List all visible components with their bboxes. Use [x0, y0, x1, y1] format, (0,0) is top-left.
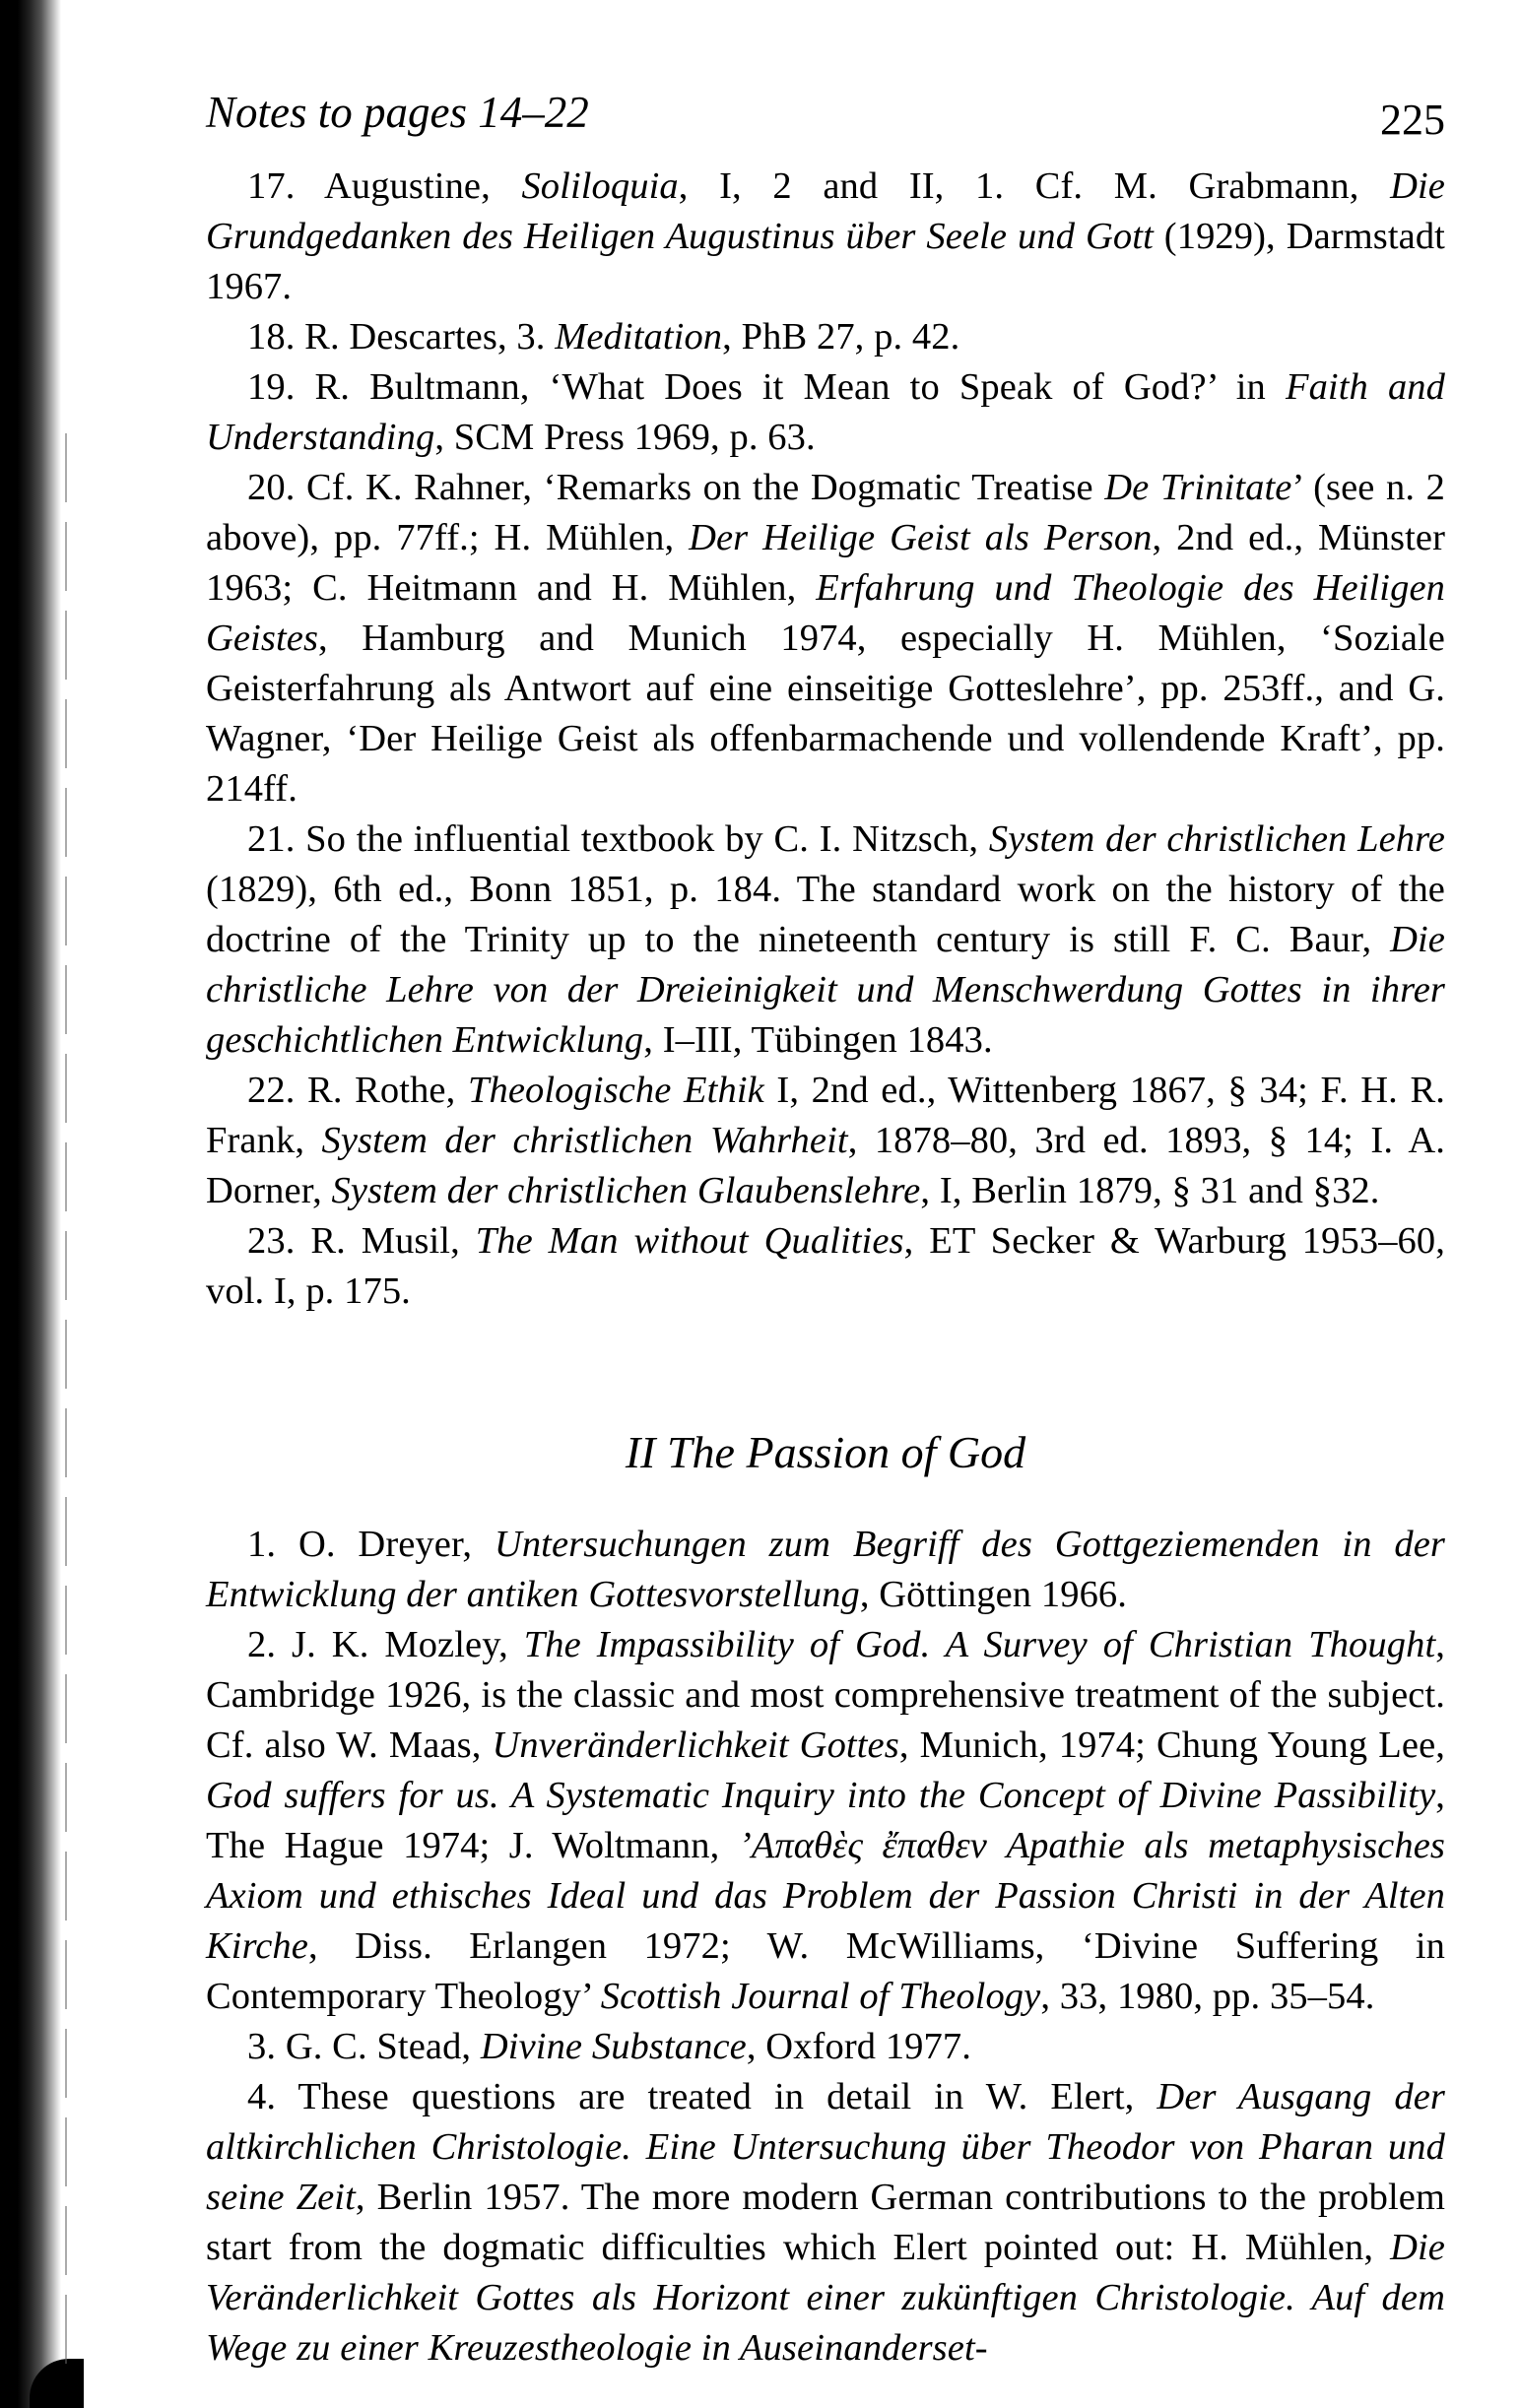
footnote-title-text: Soliloquia: [521, 165, 679, 207]
footnote-text: R. Rothe,: [307, 1070, 468, 1111]
footnote: [206, 162, 1445, 312]
footnote-text: (1929), Darmstadt 1967.: [206, 216, 1445, 307]
footnote-title-text: Unveränderlichkeit Gottes: [492, 1725, 899, 1766]
footnote: [206, 814, 1445, 1066]
footnote-title-text: Faith and Understanding: [206, 366, 1445, 458]
footnote-title-text: The Man without Qualities: [475, 1220, 904, 1262]
footnote-text: , 33, 1980, pp. 35–54.: [1040, 1976, 1375, 2017]
book-page: [206, 87, 1445, 2374]
footnote-text: R. Bultmann, ‘What Does it Mean to Speak of God?’ in: [314, 366, 1286, 408]
footnote-text: , I, 2 and II, 1. Cf. M. Grabmann,: [678, 165, 1391, 207]
footnote: [206, 312, 1445, 362]
footnote-title-text: Untersuchungen zum Begriff des Gottgeziemenden in der Entwicklung der antiken Gottesvorstellung: [206, 1524, 1446, 1615]
footnote: [206, 1620, 1445, 2022]
book-spine-shadow: [0, 0, 61, 2408]
footnote-text: , SCM Press 1969, p. 63.: [434, 417, 816, 458]
footnote-text: R. Descartes, 3.: [304, 316, 556, 358]
footnote-text: Augustine,: [323, 165, 522, 207]
footnote: [206, 1520, 1445, 1620]
footnote-text: So the influential textbook by C. I. Nitzsch,: [305, 818, 989, 860]
footnote-title-text: System der christlichen Lehre: [988, 818, 1445, 860]
footnote-text: , Munich, 1974; Chung Young Lee,: [898, 1725, 1445, 1766]
footnote-title-text: Theologische Ethik: [467, 1070, 764, 1111]
page-number: 225: [1380, 96, 1445, 144]
footnote-title-text: The Impassibility of God. A Survey of Christian Thought: [523, 1624, 1436, 1665]
footnote-title-text: Der Ausgang der altkirchlichen Christologie. Eine Untersuchung über Theodor von Pharan und seine Zeit: [206, 2076, 1445, 2218]
footnote-text: Cf. K. Rahner, ‘Remarks on the Dogmatic Treatise: [306, 467, 1105, 508]
footnote-title-text: ’Απαθὲς ἔπαθεν Apathie als metaphysisches Axiom und ethisches Ideal und das Problem der Passion Christi in der Alten Kirche: [206, 1825, 1445, 1967]
footnote-text: , Hamburg and Munich 1974, especially H. Mühlen, ‘Soziale Geisterfahrung als Antwort auf eine einseitige Gotteslehre’, pp. 253ff., and G. Wagner, ‘Der Heilige Geist als offenbarmachende und vollendende Kraft’, pp. 214ff.: [206, 618, 1445, 810]
footnote: [206, 1066, 1445, 1216]
footnote-title-text: De Trinitate: [1104, 467, 1292, 508]
footnote-text: These questions are treated in detail in W. Elert,: [297, 2076, 1157, 2117]
running-head: Notes to pages 14–22: [206, 88, 589, 137]
footnote-text: , I, Berlin 1879, § 31 and §32.: [920, 1170, 1380, 1211]
footnote: [206, 2072, 1445, 2374]
footnote-title-text: Erfahrung und Theologie des Heiligen Geistes: [206, 567, 1445, 659]
footnote-number: 2.: [247, 1624, 277, 1665]
footnote-title-text: God suffers for us. A Systematic Inquiry into the Concept of Divine Passibility: [206, 1775, 1436, 1816]
footnote-text: , 1878–80, 3rd ed. 1893, § 14; I. A. Dorner,: [206, 1120, 1445, 1211]
footnote-text: , I–III, Tübingen 1843.: [643, 1019, 993, 1061]
footnote-text: , Cambridge 1926, is the classic and most comprehensive treatment of the subject. Cf. also W. Maas,: [206, 1624, 1445, 1766]
footnote-title-text: System der christlichen Wahrheit: [321, 1120, 848, 1161]
footnote-text: I, 2nd ed., Wittenberg 1867, § 34; F. H. R. Frank,: [206, 1070, 1445, 1161]
footnote: [206, 1216, 1445, 1317]
footnote: [206, 362, 1445, 463]
margin-scan-line: [65, 433, 67, 2364]
footnote-title-text: Die christliche Lehre von der Dreieinigkeit und Menschwerdung Gottes in ihrer geschichtlichen Entwicklung: [206, 919, 1445, 1061]
footnote-number: 19.: [247, 366, 296, 408]
footnote-text: , Diss. Erlangen 1972; W. McWilliams, ‘Divine Suffering in Contemporary Theology’: [206, 1925, 1445, 2017]
notes-list-chapter-2: [206, 1520, 1445, 2374]
footnote-title-text: Der Heilige Geist als Person: [689, 517, 1153, 558]
footnote-text: G. C. Stead,: [285, 2026, 481, 2067]
footnote-text: J. K. Mozley,: [292, 1624, 524, 1665]
notes-list-chapter-1: [206, 162, 1445, 1317]
footnote-text: , Göttingen 1966.: [859, 1574, 1128, 1615]
footnote-text: , 2nd ed., Münster 1963; C. Heitmann and H. Mühlen,: [206, 517, 1446, 609]
footnote-title-text: System der christlichen Glaubenslehre: [331, 1170, 921, 1211]
footnote: [206, 463, 1445, 814]
footnote-text: , PhB 27, p. 42.: [722, 316, 960, 358]
footnote-number: 1.: [247, 1524, 277, 1565]
footnote-text: R. Musil,: [310, 1220, 476, 1262]
footnote-number: 4.: [247, 2076, 277, 2117]
footnote-number: 20.: [247, 467, 296, 508]
footnote-text: (1829), 6th ed., Bonn 1851, p. 184. The standard work on the history of the doctrine of the Trinity up to the nineteenth century is still F. C. Baur,: [206, 869, 1445, 960]
footnote-text: ’ (see n. 2 above), pp. 77ff.; H. Mühlen,: [206, 467, 1445, 558]
footnote-title-text: Meditation: [555, 316, 723, 358]
footnote-number: 17.: [247, 165, 296, 207]
footnote-text: , Berlin 1957. The more modern German contributions to the problem start from the dogmatic difficulties which Elert pointed out: H. Mühlen,: [206, 2177, 1445, 2268]
footnote: [206, 2022, 1445, 2072]
footnote-number: 3.: [247, 2026, 277, 2067]
page-header: [206, 87, 1445, 162]
footnote-title-text: Divine Substance: [480, 2026, 747, 2067]
footnote-number: 23.: [247, 1220, 296, 1262]
footnote-number: 22.: [247, 1070, 296, 1111]
footnote-title-text: Die Grundgedanken des Heiligen Augustinus über Seele und Gott: [206, 165, 1445, 257]
footnote-text: , Oxford 1977.: [746, 2026, 971, 2067]
footnote-text: , ET Secker & Warburg 1953–60, vol. I, p. 175.: [206, 1220, 1445, 1312]
footnote-title-text: Scottish Journal of Theology: [600, 1976, 1041, 2017]
footnote-number: 21.: [247, 818, 296, 860]
footnote-number: 18.: [247, 316, 296, 358]
footnote-title-text: Die Veränderlichkeit Gottes als Horizont einer zukünftigen Christologie. Auf dem Wege zu einer Kreuzestheologie in Auseinanderset-: [206, 2227, 1445, 2369]
section-heading: II The Passion of God: [625, 1427, 1026, 1477]
footnote-text: , The Hague 1974; J. Woltmann,: [206, 1775, 1445, 1866]
footnote-text: O. Dreyer,: [297, 1524, 495, 1565]
